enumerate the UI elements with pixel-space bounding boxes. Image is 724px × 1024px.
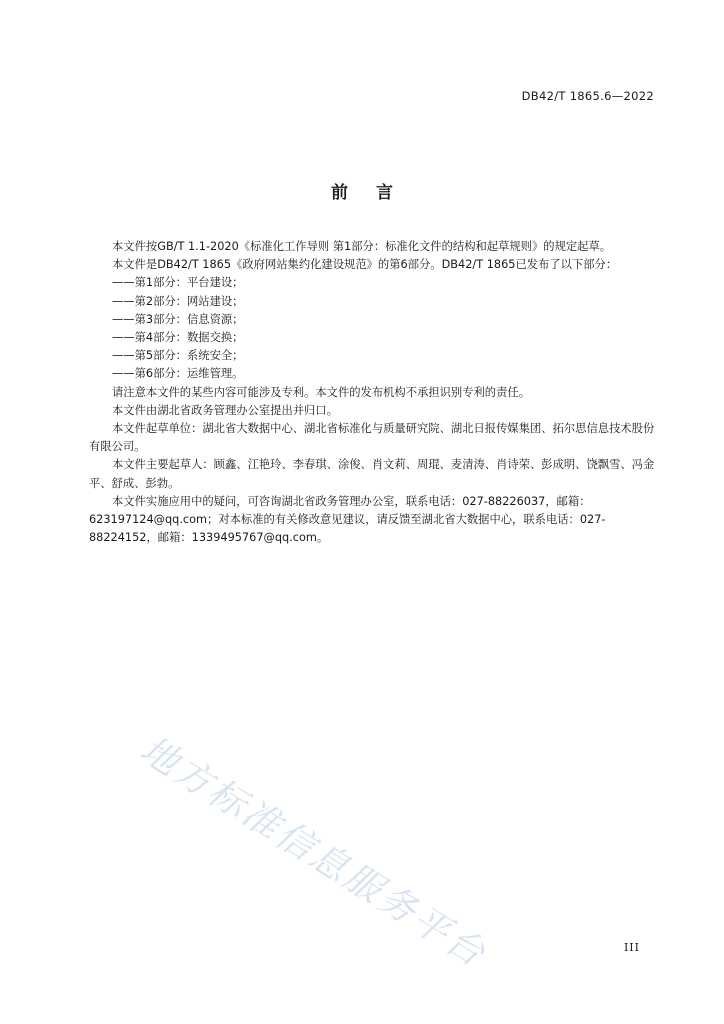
- paragraph-series-intro: 本文件是DB42/T 1865《政府网站集约化建设规范》的第6部分。DB42/T 1865已发布了以下部分：: [112, 258, 618, 272]
- paragraph-drafters: 本文件主要起草人：顾鑫、江艳玲、李春琪、涂俊、肖文莉、周琨、麦清涛、肖诗荣、彭成明、饶飘雪、冯金平、舒成、彭勃。: [89, 458, 655, 490]
- paragraph-contact: 本文件实施应用中的疑问，可咨询湖北省政务管理办公室，联系电话：027-88226037，邮箱：623197124@qq.com；对本标准的有关修改意见建议，请反馈至湖北省大数据中心，联系电话：027-88224152，邮箱：1339495767@qq.com。: [89, 494, 606, 545]
- paragraph-drafting-basis: 本文件按GB/T 1.1-2020《标准化工作导则 第1部分：标准化文件的结构和起草规则》的规定起草。: [112, 240, 612, 253]
- paragraph-proposer: 本文件由湖北省政务管理办公室提出并归口。: [112, 403, 338, 417]
- page-number: III: [623, 941, 640, 954]
- document-code: DB42/T 1865.6—2022: [521, 89, 654, 103]
- list-item-part-6: ——第6部分：运维管理。: [112, 367, 244, 381]
- list-item-part-4: ——第4部分：数据交换；: [112, 331, 244, 345]
- page-title: 前言: [331, 183, 421, 203]
- list-item-part-5: ——第5部分：系统安全；: [112, 349, 244, 363]
- document-body: [89, 238, 659, 547]
- list-item-part-3: ——第3部分：信息资源；: [112, 312, 244, 326]
- list-item-part-1: ——第1部分：平台建设；: [112, 276, 244, 290]
- paragraph-patent-notice: 请注意本文件的某些内容可能涉及专利。本文件的发布机构不承担识别专利的责任。: [112, 385, 530, 399]
- list-item-part-2: ——第2部分：网站建设；: [112, 294, 244, 308]
- watermark: 地方标准信息服务平台: [132, 727, 495, 977]
- paragraph-drafting-units: 本文件起草单位：湖北省大数据中心、湖北省标准化与质量研究院、湖北日报传媒集团、拓尔思信息技术股份有限公司。: [89, 422, 655, 454]
